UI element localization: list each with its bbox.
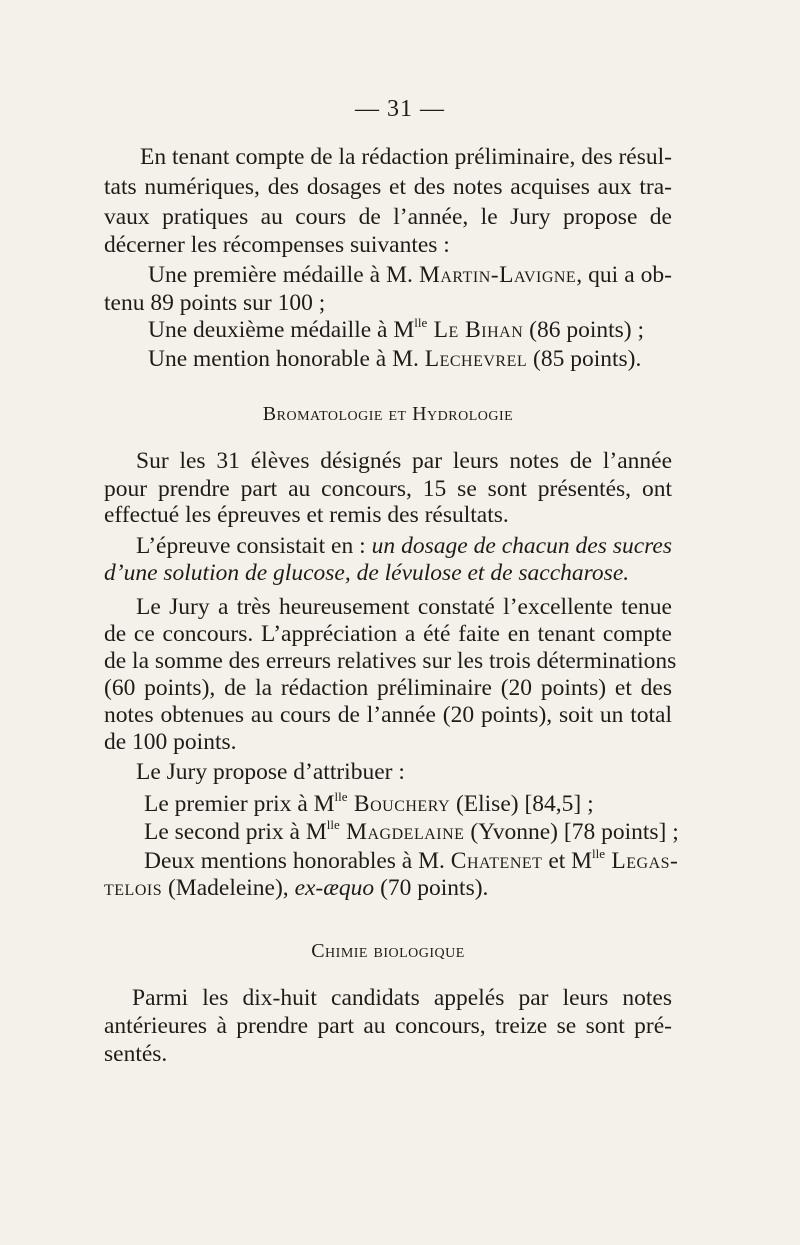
paragraph-line: vaux pratiques au cours de l’année, le Jury propose de xyxy=(104,204,672,230)
paragraph-line: décerner les récompenses suivantes : xyxy=(104,232,450,258)
recipient-name: Le Bihan xyxy=(427,317,524,343)
recipient-name: Bouchery xyxy=(347,791,451,817)
recipient-name: Chatenet xyxy=(450,848,543,874)
paragraph-line: Le Jury propose d’attribuer : xyxy=(136,759,405,785)
recipient-name: Martin-Lavigne xyxy=(418,262,577,288)
paragraph-line: Sur les 31 élèves désignés par leurs notes de l’année xyxy=(136,448,672,474)
prize-line: telois (Madeleine), ex-æquo (70 points). xyxy=(104,875,489,901)
section-heading: Bromatologie et Hydrologie xyxy=(262,403,514,425)
recipient-name: Legas- xyxy=(605,848,679,874)
award-line: tenu 89 points sur 100 ; xyxy=(104,290,326,316)
paragraph-line: de ce concours. L’appréciation a été faite en tenant compte xyxy=(104,621,672,647)
paragraph-line: notes obtenues au cours de l’année (20 points), soit un total xyxy=(104,702,672,728)
recipient-name: telois xyxy=(104,875,163,901)
paragraph-line: effectué les épreuves et remis des résultats. xyxy=(104,502,509,528)
award-line: Une première médaille à M. Martin-Lavigne, qui a ob- xyxy=(148,262,672,288)
paragraph-line: de 100 points. xyxy=(104,729,237,755)
paragraph-line: pour prendre part au concours, 15 se sont présentés, ont xyxy=(104,476,672,502)
award-line: Une deuxième médaille à $M^{lle}$ Le Bihan (86 points) ; xyxy=(148,315,645,343)
paragraph-line: antérieures à prendre part au concours, treize se sont pré- xyxy=(104,1013,672,1039)
paragraph-line: de la somme des erreurs relatives sur les trois déterminations xyxy=(104,648,677,674)
paragraph-line: (60 points), de la rédaction préliminaire (20 points) et des xyxy=(104,675,672,701)
paragraph-line: tats numériques, des dosages et des notes acquises aux tra- xyxy=(104,174,672,200)
award-line: Une mention honorable à M. Lechevrel (85 points). xyxy=(148,346,642,372)
prize-line: Le premier prix à $M^{lle}$ Bouchery (Elise) [84,5] ; xyxy=(144,789,594,817)
paragraph-line: sentés. xyxy=(104,1041,168,1067)
page-number: — 31 — xyxy=(355,96,445,122)
paragraph-line: d’une solution de glucose, de lévulose et de saccharose. xyxy=(104,560,630,586)
recipient-name: Lechevrel xyxy=(424,346,528,372)
recipient-name: Magdelaine xyxy=(339,819,465,845)
paragraph-line: Parmi les dix-huit candidats appelés par leurs notes xyxy=(132,985,672,1011)
prize-line: Deux mentions honorables à M. Chatenet et $M^{lle}$ Legas- xyxy=(144,846,679,874)
paragraph-line: Le Jury a très heureusement constaté l’excellente tenue xyxy=(136,594,672,620)
section-heading: Chimie biologique xyxy=(311,940,465,962)
paragraph-line: L’épreuve consistait en : un dosage de chacun des sucres xyxy=(136,533,672,559)
paragraph-line: En tenant compte de la rédaction préliminaire, des résul- xyxy=(140,144,672,170)
prize-line: Le second prix à $M^{lle}$ Magdelaine (Yvonne) [78 points] ; xyxy=(144,817,679,845)
